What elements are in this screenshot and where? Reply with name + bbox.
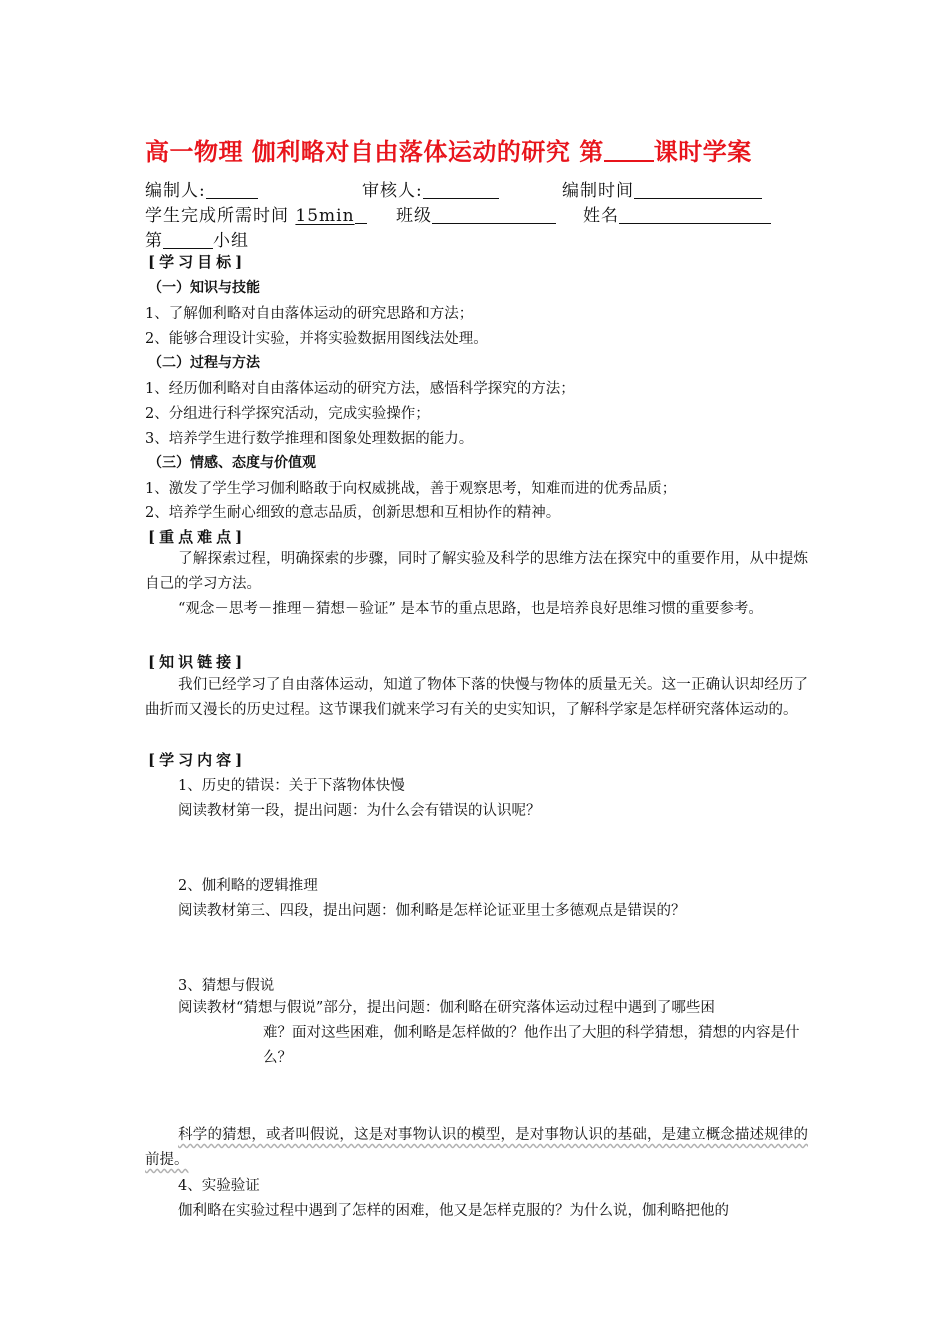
class-field: 班级 [396,201,556,226]
content-item-3-question: 阅读教材“猜想与假说”部分，提出问题：伽利略在研究落体运动过程中遇到了哪些困 难？面对这些困难，伽利略是怎样做的？他作出了大胆的科学猜想，猜想的内容是什么？ [178,1000,800,1066]
editor-field: 编制人: [145,176,258,201]
date-blank [634,182,762,199]
time-field: 学生完成所需时间 15min [145,201,367,226]
date-field: 编制时间 [562,176,762,201]
content-item-2-title: 2、伽利略的逻辑推理 [178,878,318,894]
goals-values-heading: （三）情感、态度与价值观 [148,455,316,471]
goals-process-heading: （二）过程与方法 [148,355,260,371]
key-paragraph-2: “观念－思考－推理－猜想－验证” 是本节的重点思路，也是培养良好思维习惯的重要参考。 [178,601,763,617]
link-paragraph: 我们已经学习了自由落体运动，知道了物体下落的快慢与物体的质量无关。这一正确认识却经历了曲折而又漫长的历史过程。这节课我们就来学习有关的史实知识，了解科学家是怎样研究落体运动的。 [145,677,808,718]
class-blank [432,207,556,224]
title-text-tail: 课时学案 [653,138,752,166]
page-title [145,132,752,167]
section-key-points: [重点难点] [148,528,247,546]
group-field: 第 小组 [145,231,249,251]
content-item-1-question: 阅读教材第一段，提出问题：为什么会有错误的认识呢？ [178,803,541,819]
hypothesis-note: 科学的猜想，或者叫假说，这是对事物认识的模型，是对事物认识的基础，是建立概念描述规律的前提。 [145,1127,808,1168]
content-item-2-question: 阅读教材第三、四段，提出问题：伽利略是怎样论证亚里士多德观点是错误的？ [178,903,686,919]
reviewer-field: 审核人: [362,176,499,201]
goals-knowledge-heading: （一）知识与技能 [148,280,260,296]
list-item: 1、激发了学生学习伽利略敢于向权威挑战，善于观察思考，知难而进的优秀品质； [145,481,677,497]
content-item-4-title: 4、实验验证 [178,1178,260,1194]
group-blank [163,232,213,249]
title-text-main: 高一物理 伽利略对自由落体运动的研究 第 [145,138,604,166]
reviewer-blank [423,182,499,199]
key-paragraph-1: 了解探索过程，明确探索的步骤，同时了解实验及科学的思维方法在探究中的重要作用，从中提炼自己的学习方法。 [145,551,808,592]
content-item-3-title: 3、猜想与假说 [178,978,275,994]
name-blank [619,207,771,224]
section-knowledge-link: [知识链接] [148,653,247,671]
content-item-4-question: 伽利略在实验过程中遇到了怎样的困难，他又是怎样克服的？为什么说，伽利略把他的 [178,1203,729,1219]
time-value: 15min [295,206,355,226]
list-item: 2、分组进行科学探究活动，完成实验操作； [145,406,430,422]
editor-blank [206,182,258,199]
list-item: 1、了解伽利略对自由落体运动的研究思路和方法； [145,306,474,322]
lesson-number-blank [604,140,654,162]
section-content: [学习内容] [148,751,247,769]
content-item-1-title: 1、历史的错误：关于下落物体快慢 [178,778,405,794]
name-field: 姓名 [583,201,771,226]
list-item: 2、能够合理设计实验，并将实验数据用图线法处理。 [145,331,488,347]
list-item: 2、培养学生耐心细致的意志品质，创新思想和互相协作的精神。 [145,505,561,521]
section-goals: [学习目标] [148,253,247,271]
list-item: 3、培养学生进行数学推理和图象处理数据的能力。 [145,431,474,447]
list-item: 1、经历伽利略对自由落体运动的研究方法，感悟科学探究的方法； [145,381,575,397]
